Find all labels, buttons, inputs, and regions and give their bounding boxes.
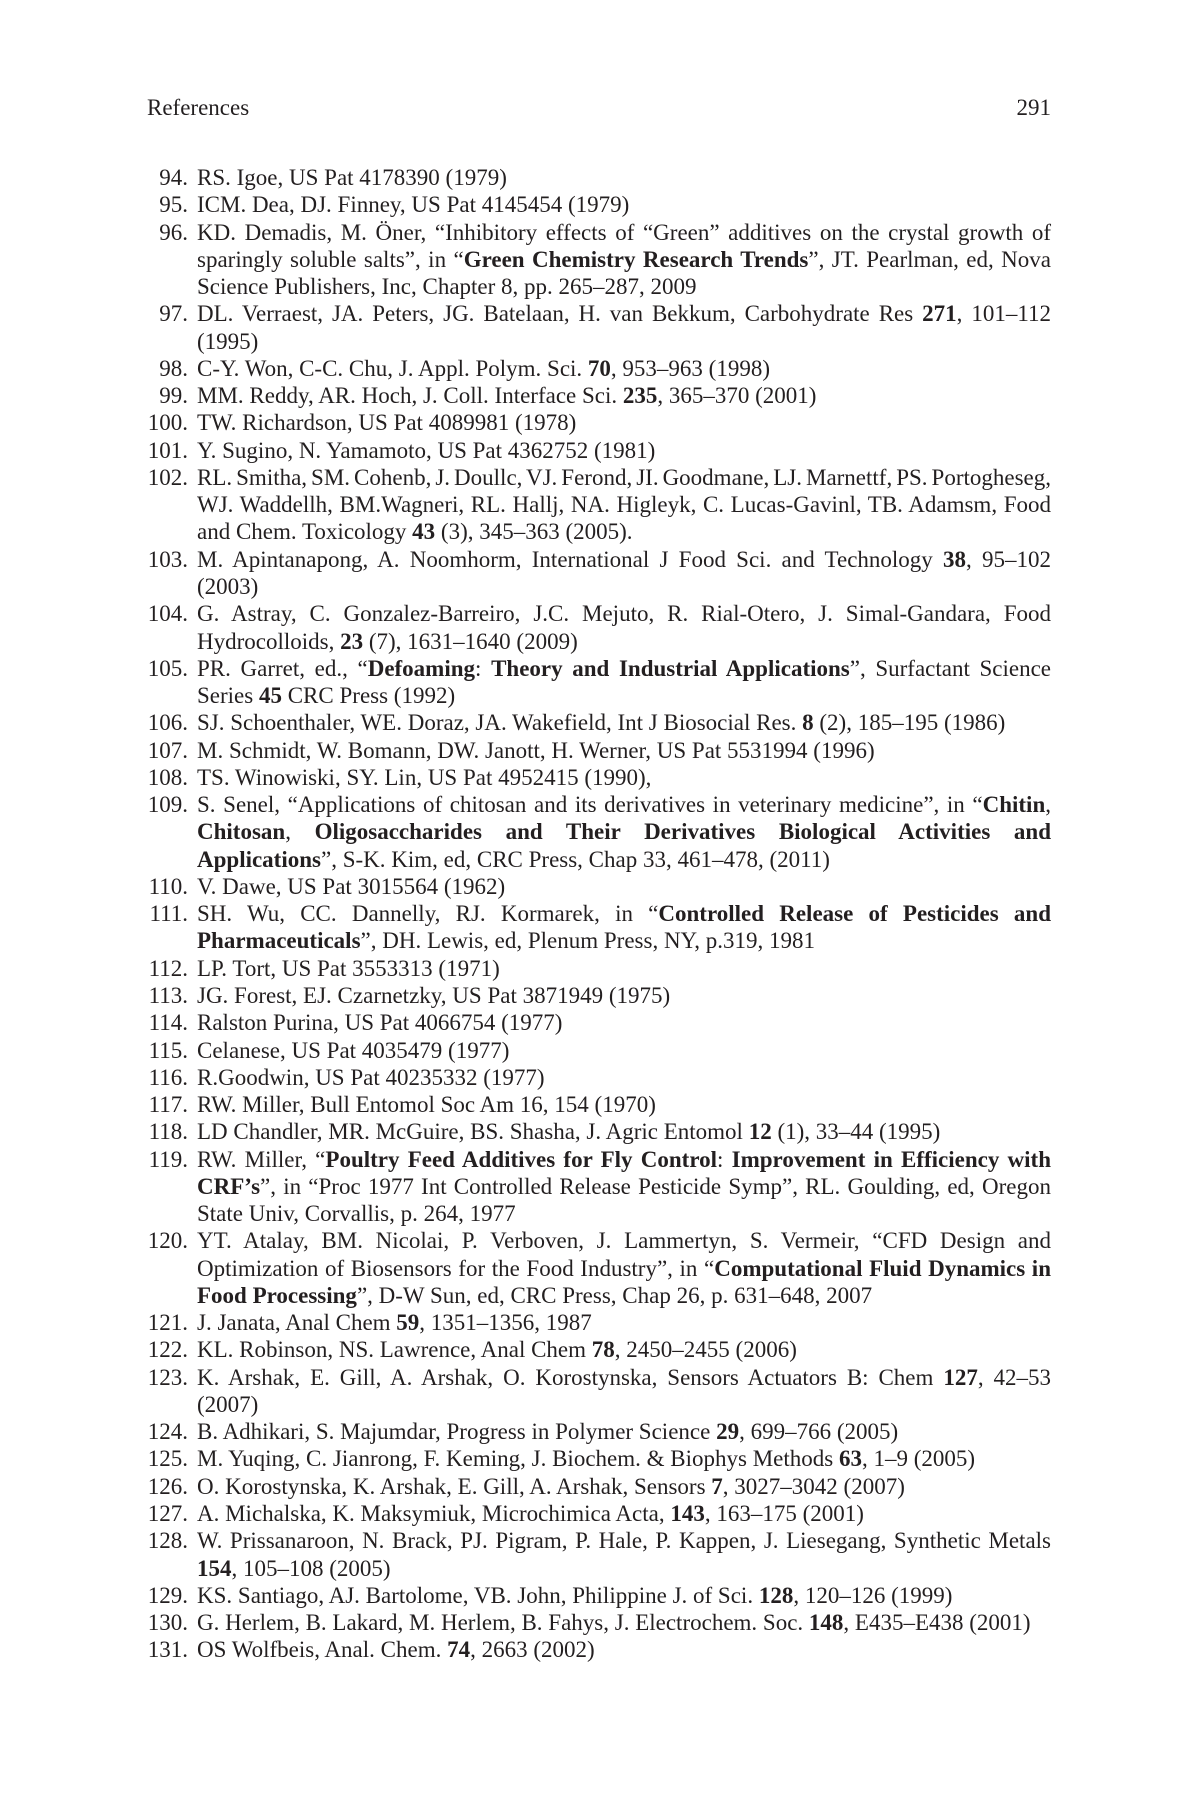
- reference-text: V. Dawe, US Pat 3015564 (1962): [197, 873, 506, 899]
- reference-text: TW. Richardson, US Pat 4089981 (1978): [197, 410, 577, 436]
- reference-line: [197, 737, 1051, 764]
- reference-bold-text: 143: [670, 1501, 705, 1527]
- reference-number: 123.: [147, 1364, 188, 1390]
- reference-number: 108.: [147, 764, 188, 790]
- reference-bold-text: 154: [197, 1555, 232, 1581]
- reference-bold-text: 70: [587, 355, 611, 381]
- reference-bold-text: 29: [716, 1419, 740, 1445]
- reference-bold-text: Chitin: [982, 792, 1046, 818]
- reference-line: [197, 1173, 1051, 1200]
- reference-number: 97.: [159, 301, 188, 327]
- reference-line: [197, 437, 1051, 464]
- reference-number: 100.: [147, 410, 188, 436]
- reference-bold-text: Theory and Industrial Applications: [491, 655, 850, 681]
- reference-bold-text: 63: [838, 1446, 862, 1472]
- reference-text: JG. Forest, EJ. Czarnetzky, US Pat 3871949 (1975): [197, 982, 671, 1008]
- reference-text: CRC Press (1992): [281, 683, 456, 709]
- reference-line: [197, 573, 1051, 600]
- reference-bold-text: Food Processing: [197, 1282, 357, 1308]
- reference-text: M. Schmidt, W. Bomann, DW. Janott, H. Werner, US Pat 5531994 (1996): [197, 737, 875, 763]
- reference-entry: [147, 655, 1051, 710]
- reference-line: [197, 191, 1051, 218]
- reference-number: 94.: [159, 165, 188, 190]
- reference-bold-text: 43: [412, 519, 436, 545]
- reference-line: [197, 464, 1051, 491]
- reference-text: , 105–108 (2005): [231, 1555, 391, 1581]
- reference-text: Ralston Purina, US Pat 4066754 (1977): [197, 1010, 563, 1036]
- reference-entry: [147, 464, 1051, 546]
- reference-entry: [147, 737, 1051, 764]
- reference-number: 129.: [147, 1582, 188, 1608]
- reference-bold-text: 12: [748, 1119, 772, 1145]
- reference-bold-text: Green Chemistry Research Trends: [463, 246, 809, 272]
- reference-line: [197, 1118, 1051, 1145]
- reference-line: [197, 1391, 1051, 1418]
- reference-bold-text: 271: [922, 301, 957, 327]
- reference-text: and Chem. Toxicology: [197, 519, 413, 545]
- reference-line: [197, 246, 1051, 273]
- reference-line: [197, 219, 1051, 246]
- reference-entry: [147, 709, 1051, 736]
- reference-bold-text: 38: [943, 546, 967, 572]
- reference-text: O. Korostynska, K. Arshak, E. Gill, A. Arshak, Sensors: [197, 1473, 712, 1499]
- reference-entry: [147, 1091, 1051, 1118]
- reference-line: [197, 818, 1051, 845]
- reference-entry: [147, 791, 1051, 873]
- reference-text: State Univ, Corvallis, p. 264, 1977: [197, 1201, 516, 1227]
- reference-line: [197, 273, 1051, 300]
- reference-text: K. Arshak, E. Gill, A. Arshak, O. Korostynska, Sensors Actuators B: Chem: [197, 1364, 944, 1390]
- reference-text: A. Michalska, K. Maksymiuk, Microchimica Acta,: [197, 1501, 671, 1527]
- reference-line: [197, 1364, 1051, 1391]
- reference-number: 127.: [147, 1501, 188, 1527]
- reference-text: OS Wolfbeis, Anal. Chem.: [197, 1637, 448, 1663]
- reference-text: (2007): [197, 1391, 259, 1417]
- reference-line: [197, 600, 1051, 627]
- reference-text: MM. Reddy, AR. Hoch, J. Coll. Interface Sci.: [197, 383, 623, 409]
- reference-text: sparingly soluble salts”, in “: [197, 246, 464, 272]
- reference-line: [197, 382, 1051, 409]
- reference-number: 130.: [147, 1610, 188, 1636]
- reference-number: 116.: [148, 1064, 188, 1090]
- reference-line: [197, 491, 1051, 518]
- reference-line: [197, 955, 1051, 982]
- reference-bold-text: 128: [758, 1582, 794, 1608]
- reference-text: ”, D-W Sun, ed, CRC Press, Chap 26, p. 631–648, 2007: [356, 1282, 873, 1308]
- reference-line: [197, 1227, 1051, 1254]
- reference-entry: [147, 1636, 1051, 1663]
- reference-line: [197, 1527, 1051, 1554]
- reference-bold-text: Defoaming: [367, 655, 476, 681]
- reference-entry: [147, 409, 1051, 436]
- reference-text: WJ. Waddellh, BM.Wagneri, RL. Hallj, NA. Higleyk, C. Lucas-Gavinl, TB. Adamsm, Food: [197, 492, 1051, 518]
- reference-bold-text: 7: [711, 1473, 723, 1499]
- reference-number: 121.: [147, 1310, 188, 1336]
- reference-entry: [147, 1064, 1051, 1091]
- reference-text: (1995): [197, 328, 259, 354]
- reference-number: 112.: [148, 955, 188, 981]
- reference-line: [197, 1500, 1051, 1527]
- reference-text: , 101–112: [956, 301, 1051, 327]
- reference-text: ”, Surfactant Science: [849, 655, 1051, 681]
- reference-text: M. Apintanapong, A. Noomhorm, International J Food Sci. and Technology: [197, 546, 944, 572]
- reference-text: ICM. Dea, DJ. Finney, US Pat 4145454 (1979): [197, 192, 630, 218]
- reference-text: :: [475, 655, 492, 681]
- reference-line: [197, 355, 1051, 382]
- running-head: [147, 94, 1051, 121]
- reference-entry: [147, 1609, 1051, 1636]
- reference-number: 128.: [147, 1528, 188, 1554]
- reference-bold-text: Pharmaceuticals: [197, 928, 361, 954]
- reference-line: [197, 1636, 1051, 1663]
- reference-text: ”, JT. Pearlman, ed, Nova: [808, 246, 1051, 272]
- reference-list: [147, 164, 1051, 1664]
- reference-number: 117.: [148, 1092, 188, 1118]
- reference-number: 101.: [147, 437, 188, 463]
- reference-number: 120.: [147, 1228, 188, 1254]
- reference-number: 103.: [147, 546, 188, 572]
- reference-entry: [147, 900, 1051, 955]
- reference-text: , 2663 (2002): [470, 1637, 595, 1663]
- reference-line: [197, 1418, 1051, 1445]
- reference-line: [197, 628, 1051, 655]
- reference-line: [197, 1582, 1051, 1609]
- reference-line: [197, 1473, 1051, 1500]
- reference-bold-text: 59: [396, 1310, 420, 1336]
- reference-text: G. Astray, C. Gonzalez-Barreiro, J.C. Mejuto, R. Rial-Otero, J. Simal-Gandara, Food: [197, 601, 1051, 627]
- reference-number: 126.: [147, 1473, 188, 1499]
- reference-number: 115.: [148, 1037, 188, 1063]
- reference-entry: [147, 1227, 1051, 1309]
- reference-text: KD. Demadis, M. Öner, “Inhibitory effects of “Green” additives on the crystal growth of: [197, 219, 1051, 245]
- reference-number: 111.: [149, 901, 188, 927]
- reference-text: J. Janata, Anal Chem: [197, 1310, 397, 1336]
- reference-text: LP. Tort, US Pat 3553313 (1971): [197, 955, 500, 981]
- reference-text: KS. Santiago, AJ. Bartolome, VB. John, Philippine J. of Sci.: [197, 1582, 759, 1608]
- reference-bold-text: Poultry Feed Additives for Fly Control: [325, 1146, 718, 1172]
- reference-entry: [147, 1146, 1051, 1228]
- reference-number: 131.: [147, 1637, 188, 1663]
- reference-text: , 1–9 (2005): [861, 1446, 976, 1472]
- reference-line: [197, 873, 1051, 900]
- reference-entry: [147, 1418, 1051, 1445]
- reference-text: C-Y. Won, C-C. Chu, J. Appl. Polym. Sci.: [197, 355, 588, 381]
- reference-line: [197, 927, 1051, 954]
- reference-text: RW. Miller, Bull Entomol Soc Am 16, 154 (1970): [197, 1092, 656, 1118]
- reference-text: Y. Sugino, N. Yamamoto, US Pat 4362752 (1981): [197, 437, 656, 463]
- reference-text: LD Chandler, MR. McGuire, BS. Shasha, J. Agric Entomol: [197, 1119, 749, 1145]
- reference-entry: [147, 982, 1051, 1009]
- reference-entry: [147, 164, 1051, 191]
- reference-text: Science Publishers, Inc, Chapter 8, pp. 265–287, 2009: [197, 274, 697, 300]
- reference-text: , 95–102: [966, 546, 1052, 572]
- reference-line: [197, 328, 1051, 355]
- reference-line: [197, 791, 1051, 818]
- reference-text: , 163–175 (2001): [704, 1501, 864, 1527]
- reference-text: Hydrocolloids,: [197, 628, 341, 654]
- reference-entry: [147, 219, 1051, 301]
- reference-line: [197, 1282, 1051, 1309]
- reference-number: 113.: [148, 982, 188, 1008]
- reference-text: S. Senel, “Applications of chitosan and its derivatives in veterinary medicine”, in “: [197, 792, 983, 818]
- reference-text: , 365–370 (2001): [657, 383, 817, 409]
- reference-bold-text: 74: [447, 1637, 471, 1663]
- reference-number: 118.: [148, 1119, 188, 1145]
- reference-bold-text: 127: [943, 1364, 978, 1390]
- reference-line: [197, 1009, 1051, 1036]
- reference-entry: [147, 600, 1051, 655]
- running-head-title: References: [147, 95, 250, 120]
- reference-text: DL. Verraest, JA. Peters, JG. Batelaan, H. van Bekkum, Carbohydrate Res: [197, 301, 923, 327]
- reference-text: PR. Garret, ed., “: [197, 655, 368, 681]
- reference-line: [197, 682, 1051, 709]
- reference-text: , 120–126 (1999): [793, 1582, 953, 1608]
- reference-text: , 3027–3042 (2007): [722, 1473, 905, 1499]
- reference-number: 104.: [147, 601, 188, 627]
- reference-line: [197, 1064, 1051, 1091]
- reference-number: 109.: [147, 792, 188, 818]
- reference-text: , 953–963 (1998): [610, 355, 770, 381]
- reference-text: RS. Igoe, US Pat 4178390 (1979): [197, 165, 507, 190]
- reference-line: [197, 1555, 1051, 1582]
- reference-line: [197, 1200, 1051, 1227]
- reference-text: (3), 345–363 (2005).: [435, 519, 633, 545]
- reference-number: 124.: [147, 1419, 188, 1445]
- reference-text: (1), 33–44 (1995): [771, 1119, 941, 1145]
- reference-bold-text: 45: [258, 683, 282, 709]
- reference-bold-text: Applications: [197, 846, 321, 872]
- reference-bold-text: 148: [808, 1610, 844, 1636]
- reference-line: [197, 1037, 1051, 1064]
- reference-bold-text: 235: [622, 383, 658, 409]
- reference-entry: [147, 873, 1051, 900]
- reference-text: M. Yuqing, C. Jianrong, F. Keming, J. Biochem. & Biophys Methods: [197, 1446, 839, 1472]
- reference-text: RW. Miller, “: [197, 1146, 326, 1172]
- reference-entry: [147, 764, 1051, 791]
- reference-entry: [147, 1473, 1051, 1500]
- reference-text: Series: [197, 683, 259, 709]
- reference-number: 105.: [147, 655, 188, 681]
- reference-text: SH. Wu, CC. Dannelly, RJ. Kormarek, in “: [197, 901, 659, 927]
- reference-text: Optimization of Biosensors for the Food Industry”, in “: [197, 1255, 715, 1281]
- reference-text: TS. Winowiski, SY. Lin, US Pat 4952415 (1990),: [197, 764, 652, 790]
- reference-entry: [147, 437, 1051, 464]
- reference-text: SJ. Schoenthaler, WE. Doraz, JA. Wakefield, Int J Biosocial Res.: [197, 710, 803, 736]
- reference-text: Celanese, US Pat 4035479 (1977): [197, 1037, 510, 1063]
- reference-bold-text: Oligosaccharides and Their Derivatives Biological Activities and: [314, 819, 1051, 845]
- reference-text: (2), 185–195 (1986): [813, 710, 1006, 736]
- reference-entry: [147, 1582, 1051, 1609]
- reference-number: 102.: [147, 464, 188, 490]
- reference-number: 110.: [148, 873, 188, 899]
- reference-line: [197, 409, 1051, 436]
- reference-line: [197, 1336, 1051, 1363]
- reference-line: [197, 164, 1051, 191]
- reference-entry: [147, 1527, 1051, 1582]
- reference-number: 106.: [147, 710, 188, 736]
- reference-text: , 699–766 (2005): [739, 1419, 899, 1445]
- reference-number: 122.: [147, 1337, 188, 1363]
- reference-number: 96.: [159, 219, 188, 245]
- reference-entry: [147, 1364, 1051, 1419]
- reference-entry: [147, 1445, 1051, 1472]
- reference-text: ”, S-K. Kim, ed, CRC Press, Chap 33, 461–478, (2011): [320, 846, 830, 872]
- reference-text: ”, DH. Lewis, ed, Plenum Press, NY, p.319, 1981: [360, 928, 815, 954]
- reference-line: [197, 546, 1051, 573]
- reference-text: RL. Smitha, SM. Cohenb, J. Doullc, VJ. Ferond, JI. Goodmane, LJ. Marnettf, PS. Portogheseg,: [197, 464, 1051, 490]
- reference-text: , 1351–1356, 1987: [419, 1310, 592, 1336]
- reference-bold-text: Controlled Release of Pesticides and: [658, 901, 1052, 927]
- reference-bold-text: 8: [802, 710, 814, 736]
- reference-text: ,: [1045, 792, 1051, 818]
- reference-text: (7), 1631–1640 (2009): [363, 628, 578, 654]
- reference-text: B. Adhikari, S. Majumdar, Progress in Polymer Science: [197, 1419, 717, 1445]
- reference-text: :: [717, 1146, 732, 1172]
- reference-number: 107.: [147, 737, 188, 763]
- reference-entry: [147, 382, 1051, 409]
- reference-line: [197, 300, 1051, 327]
- reference-bold-text: Improvement in Efficiency with: [731, 1146, 1052, 1172]
- reference-text: , 2450–2455 (2006): [614, 1337, 797, 1363]
- reference-text: ”, in “Proc 1977 Int Controlled Release Pesticide Symp”, RL. Goulding, ed, Oregon: [260, 1173, 1051, 1199]
- reference-text: , 42–53: [977, 1364, 1051, 1390]
- reference-entry: [147, 1009, 1051, 1036]
- reference-bold-text: CRF’s: [197, 1173, 261, 1199]
- reference-entry: [147, 1037, 1051, 1064]
- reference-number: 95.: [159, 192, 188, 218]
- reference-number: 125.: [147, 1446, 188, 1472]
- reference-line: [197, 1309, 1051, 1336]
- reference-entry: [147, 955, 1051, 982]
- reference-entry: [147, 1309, 1051, 1336]
- reference-text: R.Goodwin, US Pat 40235332 (1977): [197, 1064, 545, 1090]
- reference-text: KL. Robinson, NS. Lawrence, Anal Chem: [197, 1337, 592, 1363]
- reference-text: , E435–E438 (2001): [843, 1610, 1031, 1636]
- reference-line: [197, 709, 1051, 736]
- reference-line: [197, 1091, 1051, 1118]
- reference-number: 119.: [148, 1146, 188, 1172]
- reference-text: ,: [285, 819, 315, 845]
- reference-number: 114.: [148, 1010, 188, 1036]
- reference-bold-text: Computational Fluid Dynamics in: [714, 1255, 1051, 1281]
- reference-entry: [147, 355, 1051, 382]
- reference-text: W. Prissanaroon, N. Brack, PJ. Pigram, P. Hale, P. Kappen, J. Liesegang, Synthetic Metals: [197, 1528, 1051, 1554]
- reference-entry: [147, 1336, 1051, 1363]
- reference-line: [197, 764, 1051, 791]
- reference-text: YT. Atalay, BM. Nicolai, P. Verboven, J. Lammertyn, S. Vermeir, “CFD Design and: [197, 1228, 1051, 1254]
- reference-line: [197, 1146, 1051, 1173]
- reference-entry: [147, 300, 1051, 355]
- reference-number: 98.: [159, 355, 188, 381]
- reference-line: [197, 846, 1051, 873]
- reference-entry: [147, 1118, 1051, 1145]
- reference-line: [197, 1255, 1051, 1282]
- reference-line: [197, 655, 1051, 682]
- reference-entry: [147, 1500, 1051, 1527]
- reference-bold-text: Chitosan: [197, 819, 286, 845]
- reference-text: G. Herlem, B. Lakard, M. Herlem, B. Fahys, J. Electrochem. Soc.: [197, 1610, 809, 1636]
- reference-line: [197, 982, 1051, 1009]
- reference-line: [197, 518, 1051, 545]
- reference-bold-text: 78: [591, 1337, 615, 1363]
- reference-text: (2003): [197, 573, 259, 599]
- reference-number: 99.: [159, 383, 188, 409]
- reference-entry: [147, 191, 1051, 218]
- reference-bold-text: 23: [340, 628, 364, 654]
- reference-line: [197, 1609, 1051, 1636]
- reference-line: [197, 1445, 1051, 1472]
- reference-line: [197, 900, 1051, 927]
- page-number: 291: [1016, 95, 1051, 120]
- reference-entry: [147, 546, 1051, 601]
